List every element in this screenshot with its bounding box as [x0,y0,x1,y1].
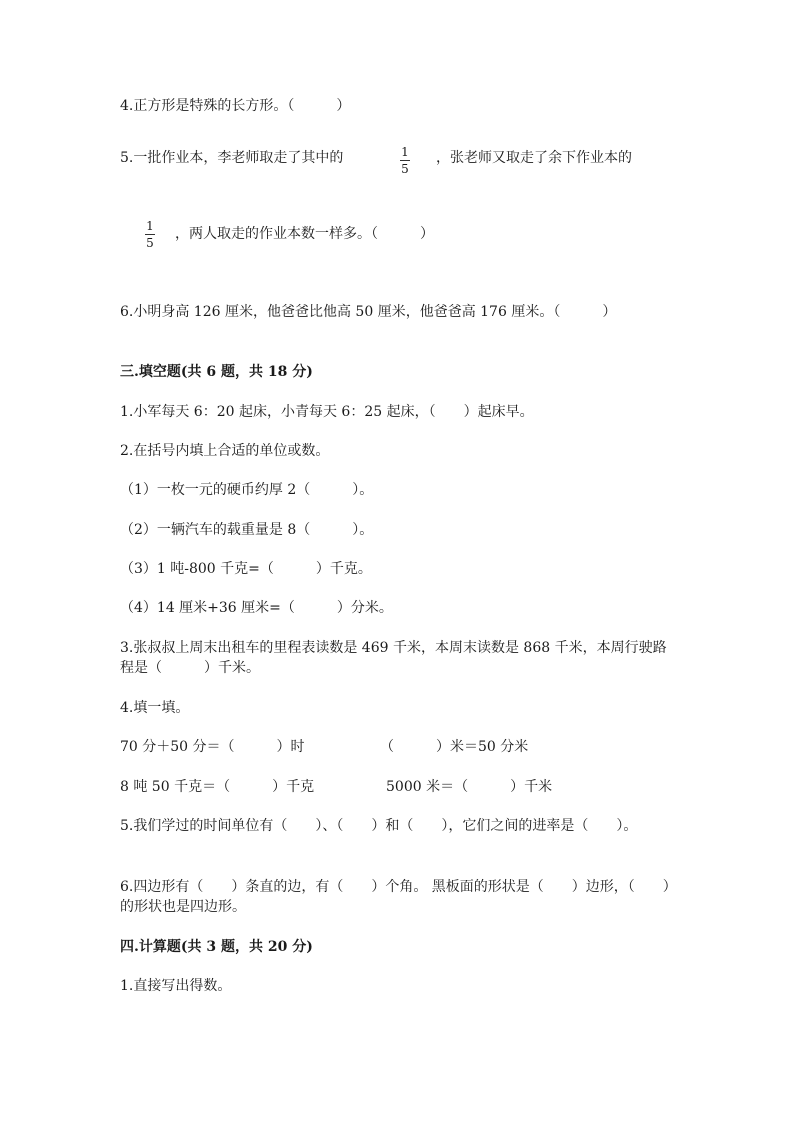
fraction-numerator: 1 [146,219,154,233]
fraction-bar [145,234,155,235]
question-tf-4: 4.正方形是特殊的长方形。（ ） [120,98,351,114]
question-fill-2-2: （2）一辆汽车的载重量是 8（ ）。 [120,522,374,538]
question-fill-4: 4.填一填。 [120,700,190,716]
fraction-one-fifth-a [400,145,410,176]
question-fill-2-1: （1）一枚一元的硬币约厚 2（ ）。 [120,482,374,498]
question-fill-3: 3.张叔叔上周末出租车的里程表读数是 469 千米，本周末读数是 868 千米，本周行驶路程是（ ）千米。 [120,640,667,676]
fraction-bar [400,160,410,161]
question-fill-1: 1.小军每天 6：20 起床，小青每天 6：25 起床，（ ）起床早。 [120,404,534,420]
question-fill-4-a: 70 分＋50 分＝（ ）时 [120,739,305,755]
question-fill-2: 2.在括号内填上合适的单位或数。 [120,443,330,459]
section-4-title: 四.计算题(共 3 题，共 20 分) [120,939,313,955]
question-fill-5: 5.我们学过的时间单位有（ ）、（ ）和（ ），它们之间的进率是（ ）。 [120,818,638,834]
fraction-denominator: 5 [401,162,409,176]
question-tf-6: 6.小明身高 126 厘米，他爸爸比他高 50 厘米，他爸爸高 176 厘米。（ ） [120,304,617,320]
fraction-one-fifth-b [145,219,155,250]
question-fill-2-3: （3）1 吨-800 千克=（ ）千克。 [120,561,372,577]
question-tf-5-part3: ，两人取走的作业本数一样多。（ ） [175,226,434,242]
question-tf-5-part2: ，张老师又取走了余下作业本的 [436,150,632,166]
question-fill-4-b: （ ）米＝50 分米 [380,739,529,755]
fraction-denominator: 5 [146,236,154,250]
question-fill-6: 6.四边形有（ ）条直的边，有（ ）个角。 黑板面的形状是（ ）边形，（ ）的形状也是四边形。 [120,879,677,915]
question-fill-4-c: 8 吨 50 千克＝（ ）千克 [120,779,315,795]
question-fill-4-d: 5000 米＝（ ）千米 [386,779,553,795]
question-calc-1: 1.直接写出得数。 [120,978,232,994]
question-fill-2-4: （4）14 厘米+36 厘米=（ ）分米。 [120,600,393,616]
fraction-numerator: 1 [401,145,409,159]
question-tf-5-part1: 5.一批作业本，李老师取走了其中的 [120,150,344,166]
section-3-title: 三.填空题(共 6 题，共 18 分) [120,364,313,380]
